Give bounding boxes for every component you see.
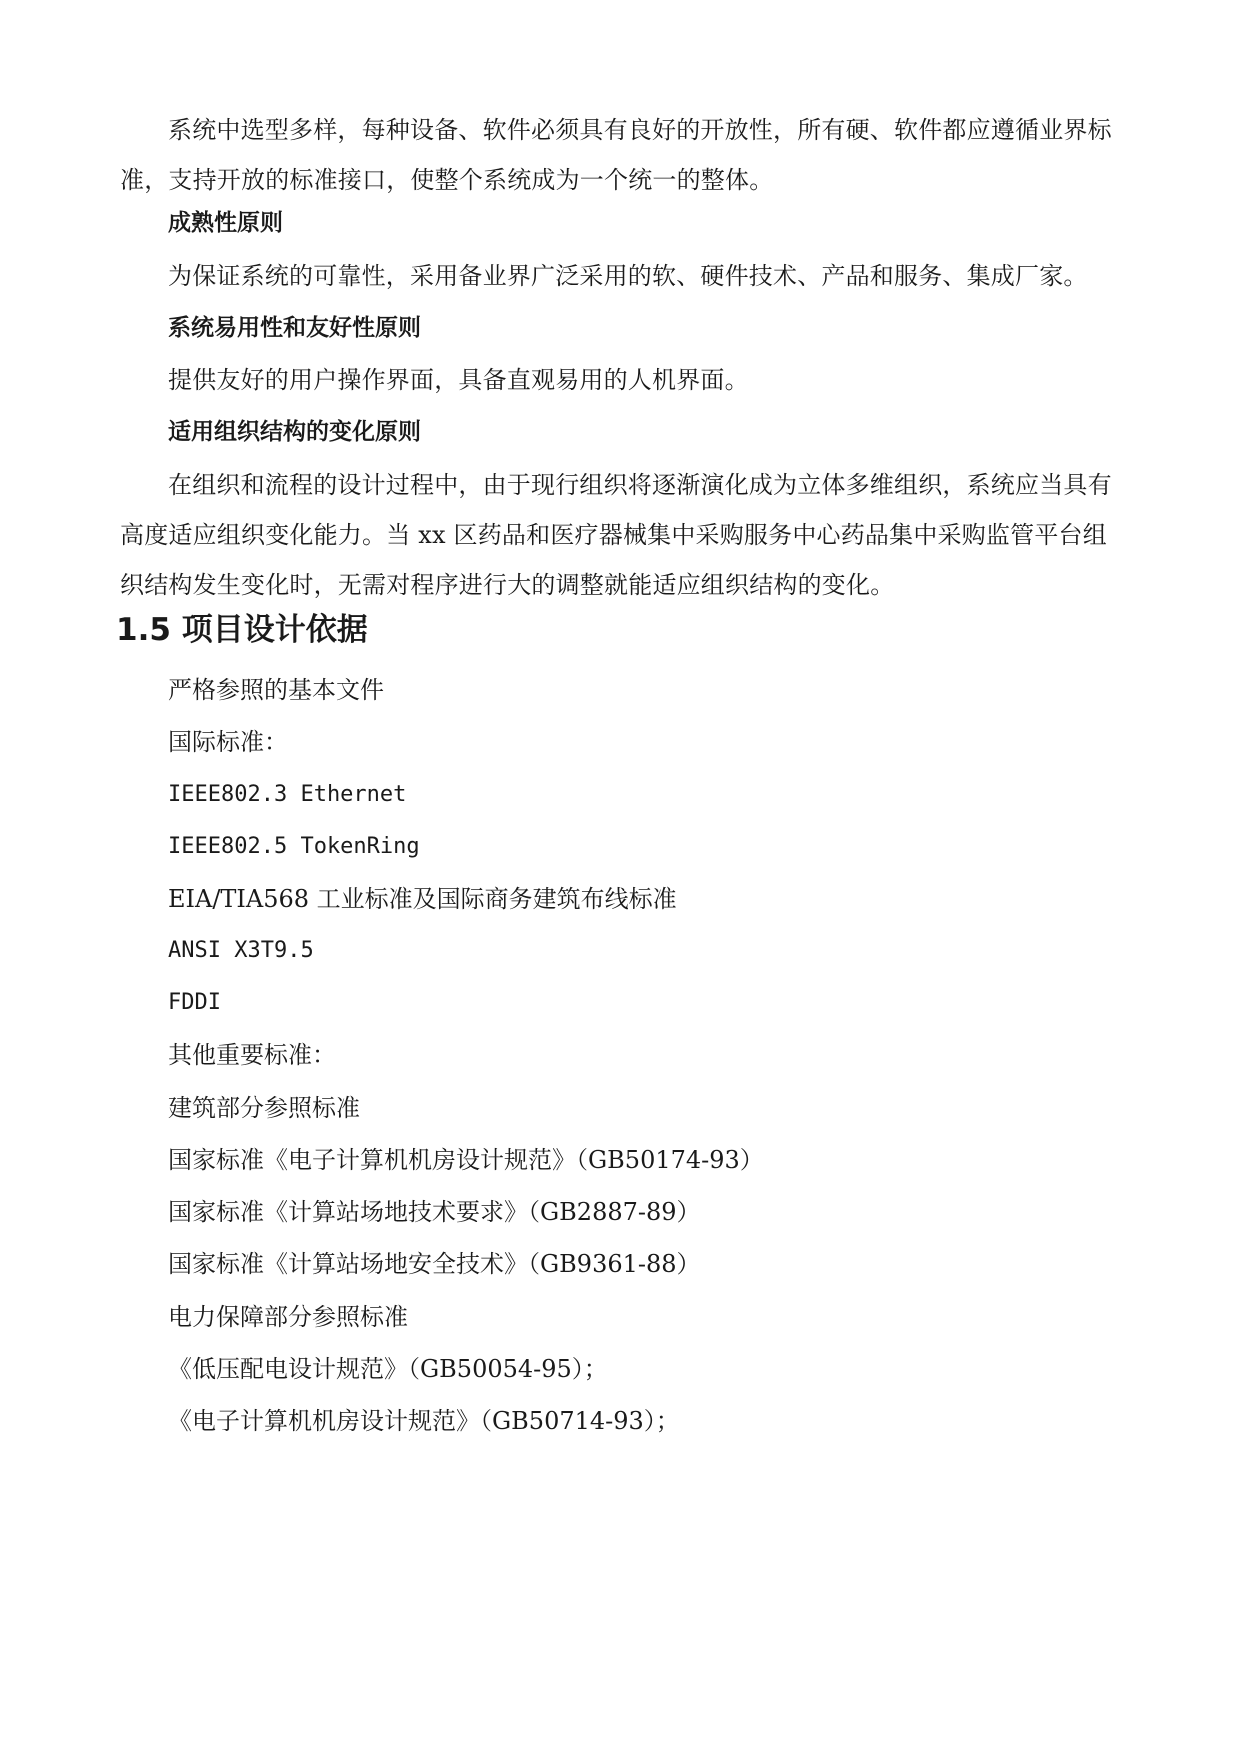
list-item: 其他重要标准： [168,1041,336,1069]
list-item: IEEE802.5 TokenRing [168,834,420,859]
principle-heading-usability: 系统易用性和友好性原则 [168,315,421,341]
list-item: 建筑部分参照标准 [168,1094,360,1122]
list-item: 《电子计算机机房设计规范》（GB50714-93）； [168,1407,680,1435]
list-item: 国家标准《计算站场地技术要求》（GB2887-89） [168,1198,701,1226]
list-item: FDDI [168,990,221,1015]
list-item: 《低压配电设计规范》（GB50054-95）； [168,1355,608,1383]
list-item: 严格参照的基本文件 [168,676,384,704]
principle-text-org-structure: 在组织和流程的设计过程中，由于现行组织将逐渐演化成为立体多维组织，系统应当具有高度适应组织变化能力。当 xx 区药品和医疗器械集中采购服务中心药品集中采购监管平台组织结构发生变化时，无需对程序进行大的调整就能适应组织结构的变化。 [120,471,1112,599]
intro-paragraph: 系统中选型多样，每种设备、软件必须具有良好的开放性，所有硬、软件都应遵循业界标准，支持开放的标准接口，使整个系统成为一个统一的整体。 [120,116,1112,194]
section-heading: 1.5 项目设计依据 [116,612,368,648]
principle-text-maturity: 为保证系统的可靠性，采用备业界广泛采用的软、硬件技术、产品和服务、集成厂家。 [168,262,1088,290]
list-item: IEEE802.3 Ethernet [168,782,407,807]
list-item: EIA/TIA568 工业标准及国际商务建筑布线标准 [168,885,677,913]
list-item: 国家标准《电子计算机机房设计规范》（GB50174-93） [168,1146,764,1174]
list-item: 电力保障部分参照标准 [168,1303,408,1331]
list-item: ANSI X3T9.5 [168,938,314,963]
principle-heading-maturity: 成熟性原则 [168,210,283,236]
list-item: 国际标准： [168,728,288,756]
list-item: 国家标准《计算站场地安全技术》（GB9361-88） [168,1250,701,1278]
principle-heading-org-structure: 适用组织结构的变化原则 [168,419,421,445]
principle-text-usability: 提供友好的用户操作界面，具备直观易用的人机界面。 [168,366,749,394]
